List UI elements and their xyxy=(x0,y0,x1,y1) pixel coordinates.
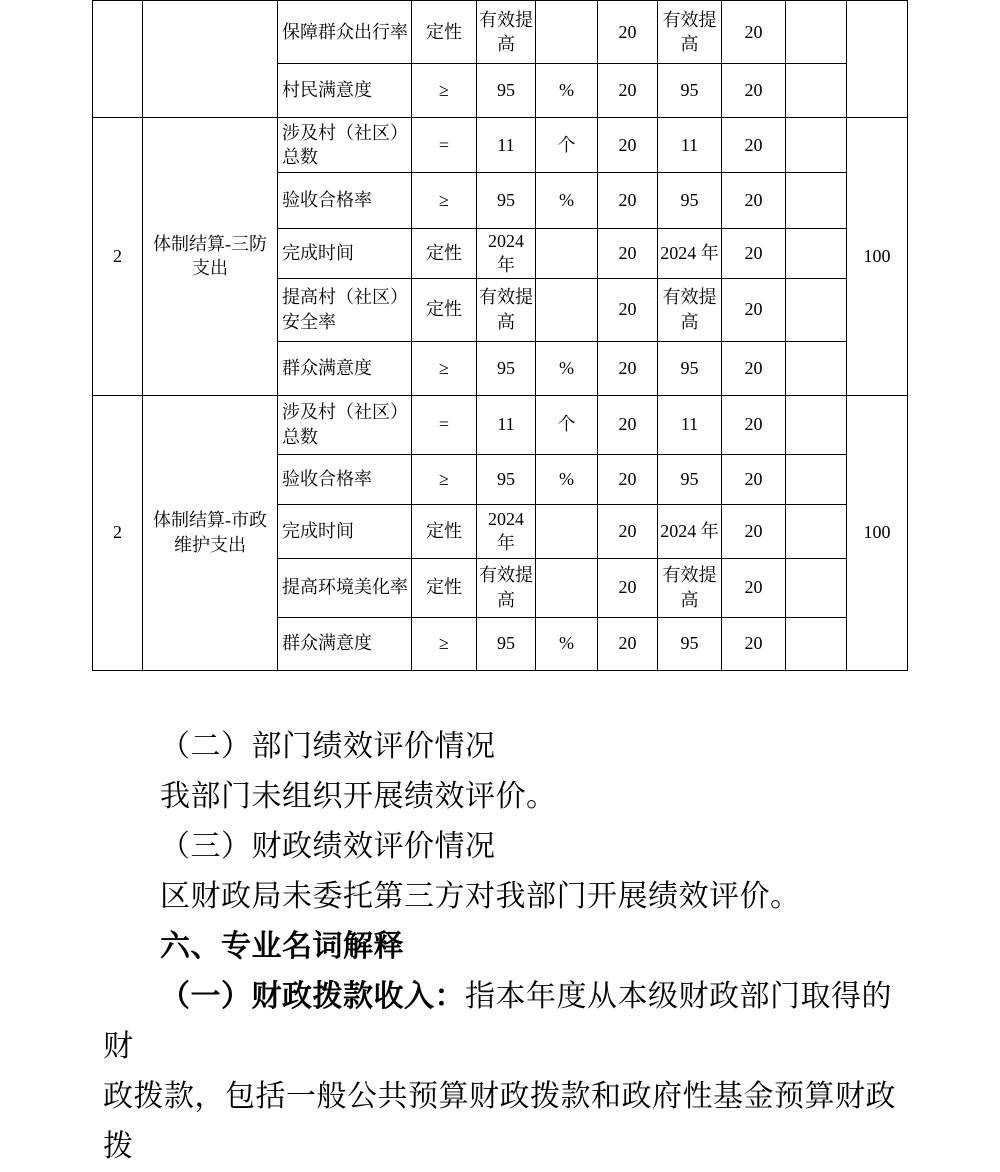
cell-unit xyxy=(536,1,598,64)
cell-weight: 20 xyxy=(598,64,658,118)
cell-target: 95 xyxy=(477,454,536,504)
cell-indicator-name: 验收合格率 xyxy=(278,454,412,504)
cell-note xyxy=(786,504,847,558)
body-text xyxy=(103,722,897,1172)
cell-target: 有效提高 xyxy=(477,558,536,617)
cell-note xyxy=(786,118,847,173)
paragraph-fiscal-evaluation: 区财政局未委托第三方对我部门开展绩效评价。 xyxy=(160,880,801,913)
cell-seq xyxy=(93,1,143,118)
cell-score: 20 xyxy=(722,617,786,670)
cell-total-score: 100 xyxy=(847,118,908,396)
cell-unit xyxy=(536,278,598,341)
cell-note xyxy=(786,229,847,279)
cell-weight: 20 xyxy=(598,1,658,64)
cell-direction: ≥ xyxy=(412,454,477,504)
cell-unit: % xyxy=(536,64,598,118)
cell-weight: 20 xyxy=(598,617,658,670)
cell-indicator-name: 群众满意度 xyxy=(278,617,412,670)
heading-terminology: 六、专业名词解释 xyxy=(160,930,404,963)
cell-actual: 有效提高 xyxy=(658,278,722,341)
cell-score: 20 xyxy=(722,1,786,64)
heading-dept-evaluation: （二）部门绩效评价情况 xyxy=(160,730,496,763)
cell-note xyxy=(786,454,847,504)
cell-unit xyxy=(536,504,598,558)
cell-indicator-name: 提高环境美化率 xyxy=(278,558,412,617)
cell-weight: 20 xyxy=(598,341,658,395)
cell-weight: 20 xyxy=(598,229,658,279)
cell-score: 20 xyxy=(722,395,786,454)
cell-unit: % xyxy=(536,173,598,229)
performance-indicator-table xyxy=(92,0,908,671)
cell-project: 体制结算-三防支出 xyxy=(143,118,278,396)
cell-target: 2024年 xyxy=(477,229,536,279)
cell-actual: 11 xyxy=(658,118,722,173)
cell-target: 95 xyxy=(477,341,536,395)
cell-indicator-name: 提高村（社区）安全率 xyxy=(278,278,412,341)
cell-target: 有效提高 xyxy=(477,1,536,64)
cell-target: 11 xyxy=(477,395,536,454)
cell-direction: 定性 xyxy=(412,229,477,279)
cell-target: 95 xyxy=(477,173,536,229)
cell-indicator-name: 涉及村（社区）总数 xyxy=(278,395,412,454)
cell-indicator-name: 完成时间 xyxy=(278,229,412,279)
cell-actual: 95 xyxy=(658,173,722,229)
cell-actual: 有效提高 xyxy=(658,1,722,64)
cell-actual: 有效提高 xyxy=(658,558,722,617)
cell-weight: 20 xyxy=(598,504,658,558)
cell-target: 11 xyxy=(477,118,536,173)
cell-target: 95 xyxy=(477,64,536,118)
cell-project: 体制结算-市政维护支出 xyxy=(143,395,278,670)
cell-indicator-name: 完成时间 xyxy=(278,504,412,558)
cell-score: 20 xyxy=(722,229,786,279)
cell-seq: 2 xyxy=(93,395,143,670)
cell-note xyxy=(786,1,847,64)
cell-unit: % xyxy=(536,341,598,395)
cell-indicator-name: 村民满意度 xyxy=(278,64,412,118)
cell-direction: 定性 xyxy=(412,558,477,617)
term-line2: 政拨款，包括一般公共预算财政拨款和政府性基金预算财政拨 xyxy=(103,1080,896,1163)
cell-direction: ≥ xyxy=(412,341,477,395)
cell-seq: 2 xyxy=(93,118,143,396)
heading-fiscal-evaluation: （三）财政绩效评价情况 xyxy=(160,830,496,863)
cell-actual: 2024 年 xyxy=(658,504,722,558)
cell-weight: 20 xyxy=(598,118,658,173)
cell-weight: 20 xyxy=(598,558,658,617)
cell-unit: 个 xyxy=(536,118,598,173)
cell-unit: 个 xyxy=(536,395,598,454)
cell-weight: 20 xyxy=(598,278,658,341)
cell-unit xyxy=(536,229,598,279)
cell-direction: = xyxy=(412,395,477,454)
cell-score: 20 xyxy=(722,341,786,395)
cell-indicator-name: 群众满意度 xyxy=(278,341,412,395)
cell-score: 20 xyxy=(722,278,786,341)
cell-unit xyxy=(536,558,598,617)
cell-direction: = xyxy=(412,118,477,173)
cell-weight: 20 xyxy=(598,395,658,454)
cell-note xyxy=(786,395,847,454)
cell-direction: ≥ xyxy=(412,64,477,118)
cell-note xyxy=(786,173,847,229)
cell-indicator-name: 验收合格率 xyxy=(278,173,412,229)
cell-total-score xyxy=(847,1,908,118)
cell-score: 20 xyxy=(722,173,786,229)
cell-target: 95 xyxy=(477,617,536,670)
term-lead: （一）财政拨款收入： xyxy=(160,980,465,1013)
paragraph-term-definition xyxy=(103,972,897,1172)
cell-actual: 95 xyxy=(658,64,722,118)
cell-actual: 11 xyxy=(658,395,722,454)
cell-weight: 20 xyxy=(598,173,658,229)
term-line1-rest: 指本年度从本级财政部门取得的财 xyxy=(103,980,892,1063)
cell-target: 有效提高 xyxy=(477,278,536,341)
cell-score: 20 xyxy=(722,118,786,173)
cell-actual: 95 xyxy=(658,341,722,395)
cell-actual: 2024 年 xyxy=(658,229,722,279)
table-row xyxy=(93,1,908,64)
cell-weight: 20 xyxy=(598,454,658,504)
cell-actual: 95 xyxy=(658,454,722,504)
cell-indicator-name: 保障群众出行率 xyxy=(278,1,412,64)
cell-target: 2024年 xyxy=(477,504,536,558)
paragraph-dept-evaluation: 我部门未组织开展绩效评价。 xyxy=(160,780,557,813)
cell-note xyxy=(786,64,847,118)
cell-direction: 定性 xyxy=(412,278,477,341)
cell-score: 20 xyxy=(722,558,786,617)
cell-note xyxy=(786,341,847,395)
cell-direction: ≥ xyxy=(412,173,477,229)
cell-indicator-name: 涉及村（社区）总数 xyxy=(278,118,412,173)
cell-direction: 定性 xyxy=(412,504,477,558)
cell-project xyxy=(143,1,278,118)
cell-unit: % xyxy=(536,617,598,670)
cell-direction: 定性 xyxy=(412,1,477,64)
cell-direction: ≥ xyxy=(412,617,477,670)
cell-note xyxy=(786,558,847,617)
cell-note xyxy=(786,278,847,341)
table-row xyxy=(93,118,908,173)
table-row xyxy=(93,395,908,454)
cell-score: 20 xyxy=(722,454,786,504)
cell-score: 20 xyxy=(722,64,786,118)
cell-score: 20 xyxy=(722,504,786,558)
cell-note xyxy=(786,617,847,670)
cell-total-score: 100 xyxy=(847,395,908,670)
cell-unit: % xyxy=(536,454,598,504)
cell-actual: 95 xyxy=(658,617,722,670)
